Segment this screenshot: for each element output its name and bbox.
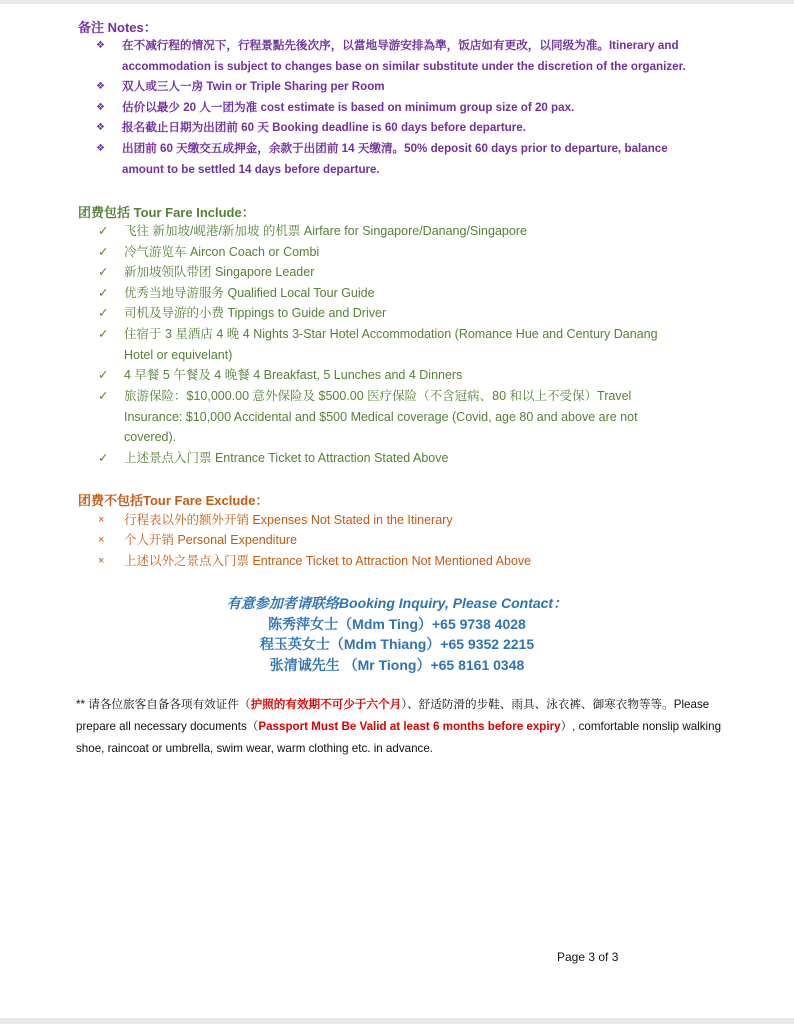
include-item-line: 4 早餐 5 午餐及 4 晚餐 4 Breakfast, 5 Lunches and 4 Dinners: [124, 368, 463, 382]
exclude-item-line: 行程表以外的额外开销 Expenses Not Stated in the Itinerary: [124, 513, 453, 527]
checkmark-icon: ✓: [98, 306, 109, 320]
notes-item-line: accommodation is subject to changes base on similar substitute under the discretion of the organizer.: [122, 59, 686, 73]
include-item-line: 旅游保险：$10,000.00 意外保险及 $500.00 医疗保险（不含冠病、80 和以上不受保）Travel: [124, 389, 632, 403]
exclude-item-line: 上述以外之景点入门票 Entrance Ticket to Attraction Not Mentioned Above: [124, 554, 532, 568]
include-item-line: Hotel or equivelant): [124, 347, 233, 362]
checkmark-icon: ✓: [98, 389, 109, 403]
diamond-bullet-icon: ❖: [96, 40, 105, 51]
include-title: 团费包括 Tour Fare Include：: [78, 205, 255, 220]
cross-icon: ×: [98, 514, 105, 526]
diamond-bullet-icon: ❖: [96, 143, 105, 154]
page-number: Page 3 of 3: [557, 950, 619, 964]
include-item-line: covered).: [124, 430, 177, 445]
diamond-bullet-icon: ❖: [96, 81, 105, 92]
diamond-bullet-icon: ❖: [96, 102, 105, 113]
notes-item-line: 出团前 60 天缴交五成押金，余款于出团前 14 天缴清。50% deposit 60 days prior to departure, balance: [122, 142, 668, 155]
include-item-line: 新加坡领队带团 Singapore Leader: [124, 265, 315, 279]
reminder-text: ）、舒适防滑的步鞋、雨具、泳衣裤、御寒衣物等等。Please prepare all necessary documents（: [76, 698, 710, 733]
include-item-line: 冷气游览车 Aircon Coach or Combi: [124, 245, 320, 259]
contact-person: 张清诚先生 （Mr Tiong）+65 8161 0348: [269, 657, 525, 673]
passport-warning-en: Passport Must Be Valid at least 6 months before expiry: [258, 720, 561, 733]
top-edge: [0, 0, 794, 4]
include-item-line: 住宿于 3 星酒店 4 晚 4 Nights 3-Star Hotel Accommodation (Romance Hue and Century Danang: [124, 327, 658, 341]
checkmark-icon: ✓: [98, 224, 109, 238]
exclude-title: 团费不包括Tour Fare Exclude：: [78, 493, 269, 508]
document-reminder: [76, 694, 726, 760]
passport-warning-cn: 护照的有效期不可少于六个月: [250, 698, 402, 711]
notes-item-line: 在不减行程的情况下，行程景點先後次序，以當地导游安排為準，饭店如有更改，以同级为准。Itinerary and: [122, 39, 679, 52]
checkmark-icon: ✓: [98, 245, 109, 259]
reminder-text: ）, comfortable nonslip walking shoe, raincoat or umbrella, swim wear, warm clothing etc. in advance.: [76, 720, 722, 755]
contact-person: 程玉英女士（Mdm Thiang）+65 9352 2215: [259, 636, 535, 652]
diamond-bullet-icon: ❖: [96, 122, 105, 133]
checkmark-icon: ✓: [98, 368, 109, 382]
checkmark-icon: ✓: [98, 286, 109, 300]
include-item-line: 飞往 新加坡/岘港/新加坡 的机票 Airfare for Singapore/Danang/Singapore: [124, 224, 527, 238]
cross-icon: ×: [98, 534, 105, 546]
notes-title: 备注 Notes：: [78, 20, 157, 35]
reminder-text: ** 请各位旅客自备各项有效证件（: [76, 698, 251, 711]
notes-item-line: amount to be settled 14 days before departure.: [122, 162, 380, 176]
include-item-line: Insurance: $10,000 Accidental and $500 Medical coverage (Covid, age 80 and above are not: [124, 409, 638, 424]
checkmark-icon: ✓: [98, 327, 109, 341]
exclude-item-line: 个人开销 Personal Expenditure: [124, 533, 297, 547]
notes-item-line: 估价以最少 20 人一团为准 cost estimate is based on minimum group size of 20 pax.: [122, 101, 575, 114]
cross-icon: ×: [98, 555, 105, 567]
contact-person: 陈秀萍女士（Mdm Ting）+65 9738 4028: [268, 616, 526, 632]
notes-item-line: 报名截止日期为出团前 60 天 Booking deadline is 60 days before departure.: [122, 121, 526, 134]
bottom-edge: [0, 1018, 794, 1024]
include-item-line: 上述景点入门票 Entrance Ticket to Attraction Stated Above: [124, 451, 449, 465]
checkmark-icon: ✓: [98, 451, 109, 465]
include-item-line: 优秀当地导游服务 Qualified Local Tour Guide: [124, 286, 375, 300]
include-item-line: 司机及导游的小费 Tippings to Guide and Driver: [124, 306, 387, 320]
contact-heading: 有意参加者请联络Booking Inquiry, Please Contact：: [226, 595, 568, 611]
notes-item-line: 双人或三人一房 Twin or Triple Sharing per Room: [122, 80, 385, 93]
checkmark-icon: ✓: [98, 265, 109, 279]
